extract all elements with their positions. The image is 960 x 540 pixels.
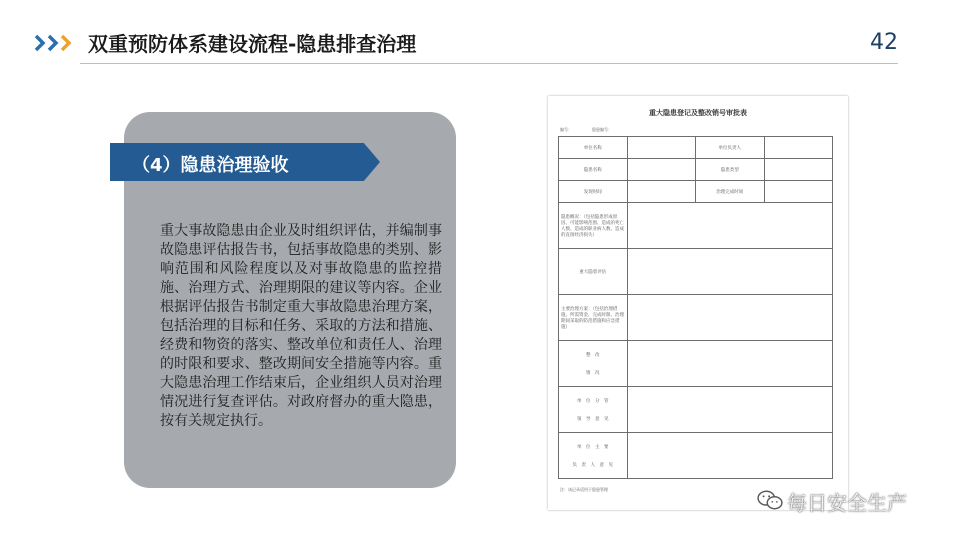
table-cell: 隐患类型 <box>696 159 765 181</box>
header-divider <box>80 63 898 64</box>
table-row <box>559 341 833 387</box>
section-body-text: 重大事故隐患由企业及时组织评估，并编制事故隐患评估报告书，包括事故隐患的类别、影响范围和风险程度以及对事故隐患的监控措施、治理方式、治理期限的建议等内容。企业根据评估报告书制定重大事故隐患治理方案，包括治理的目标和任务、采取的方法和措施、经费和物资的落实、整改单位和责任人、治理的时限和要求、整改期间安全措施等内容。重大隐患治理工作结束后，企业组织人员对治理情况进行复查评估。对政府督办的重大隐患，按有关规定执行。 <box>160 223 442 429</box>
table-row <box>559 159 833 181</box>
table-cell <box>627 249 833 295</box>
table-cell <box>627 295 833 341</box>
table-cell <box>764 137 833 159</box>
form-meta-number: 编号： <box>560 127 572 132</box>
form-label: 单 位 分 管 <box>577 398 609 404</box>
page-number: 42 <box>870 30 898 55</box>
table-row <box>559 137 833 159</box>
form-label: 情 况 <box>586 370 600 376</box>
table-row <box>559 203 833 249</box>
table-cell <box>559 387 628 433</box>
form-label: 整 改 <box>586 352 600 358</box>
chevron-arrows-icon <box>34 33 76 53</box>
table-cell: 单位负责人 <box>696 137 765 159</box>
table-row <box>559 433 833 479</box>
table-cell: 重大隐患评估 <box>559 249 628 295</box>
table-cell: 单位名称 <box>559 137 628 159</box>
form-label: 负 责 人 意 见 <box>572 462 613 468</box>
table-row <box>559 295 833 341</box>
page-title <box>88 28 416 57</box>
table-cell <box>764 181 833 203</box>
watermark-text: 每日安全生产 <box>787 491 907 515</box>
table-row <box>559 387 833 433</box>
table-cell <box>627 387 833 433</box>
table-cell <box>559 341 628 387</box>
table-cell <box>627 341 833 387</box>
form-title: 重大隐患登记及整改销号审批表 <box>649 109 747 117</box>
form-label: 领 导 意 见 <box>577 416 609 422</box>
form-table <box>558 136 833 479</box>
table-cell <box>627 137 696 159</box>
table-cell <box>627 203 833 249</box>
wechat-icon <box>756 489 784 511</box>
table-row <box>559 249 833 295</box>
table-cell <box>764 159 833 181</box>
form-label: 单 位 主 要 <box>577 444 609 450</box>
table-cell: 主要治理方案：（包括治理措施、所需资金、完成时限、治理期间采取的防范措施和应急措施） <box>559 295 628 341</box>
title-main: 双重预防体系建设流程 <box>88 32 288 56</box>
table-cell: 发现时间 <box>559 181 628 203</box>
table-cell: 治理完成时间 <box>696 181 765 203</box>
table-cell <box>627 159 696 181</box>
form-footnote: 注：该记录适用于隐患管理 <box>560 487 608 492</box>
table-cell: 隐患名称 <box>559 159 628 181</box>
approval-form-image <box>548 96 848 510</box>
table-cell: 隐患概况：（包括隐患形成原因、可能影响范围、造成的死亡人数、造成的职业病人数、造成的直接经济损失） <box>559 203 628 249</box>
table-cell <box>559 433 628 479</box>
form-meta-hazard-number: 隐患编号： <box>592 127 612 132</box>
title-sub: -隐患排查治理 <box>288 32 417 56</box>
table-row <box>559 181 833 203</box>
table-cell <box>627 433 833 479</box>
section-tag-label: （4）隐患治理验收 <box>132 155 289 176</box>
table-cell <box>627 181 696 203</box>
